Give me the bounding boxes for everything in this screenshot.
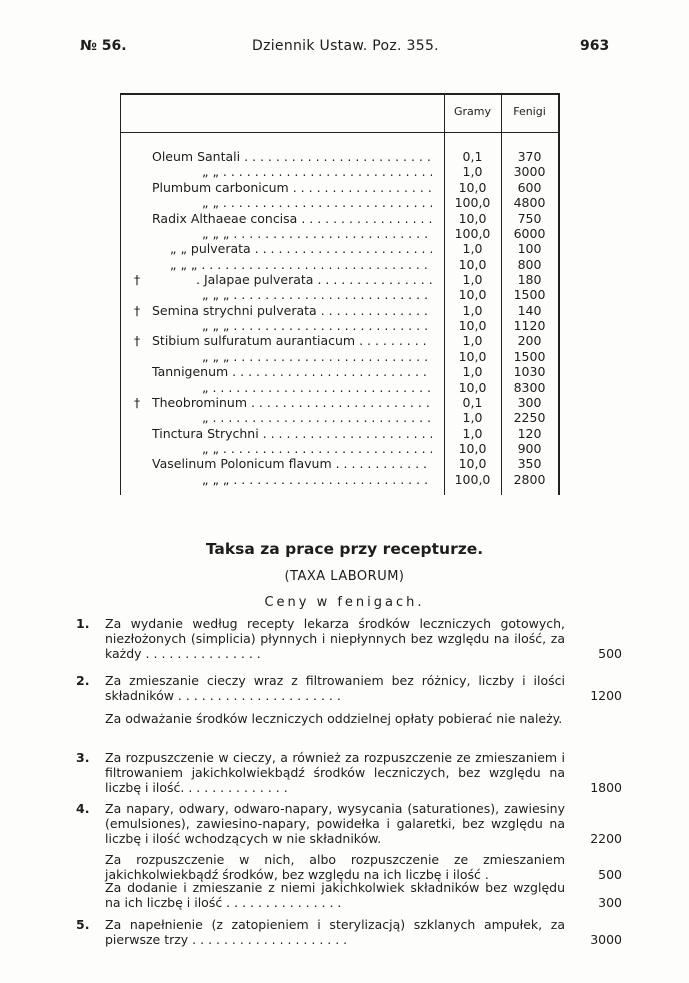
substance-name: „ „ „ . . . [202, 349, 432, 364]
fenigi-value: 2250 [513, 410, 546, 425]
fenigi-value: 140 [517, 303, 542, 318]
item-number: 1. [76, 616, 90, 631]
header-number: № 56. [80, 38, 127, 54]
table-row [120, 195, 560, 210]
grams-value: 10,0 [458, 257, 487, 272]
table-row [120, 149, 560, 164]
substance-name: „ „ „ . . . [202, 472, 432, 487]
table-row [120, 441, 560, 456]
item-text: Za napełnienie (z zatopieniem i sterylizacją) szklanych ampułek, za pierwsze trzy . . . . . . . . . . . . . . . . . . . . [105, 917, 565, 947]
grams-value: 10,0 [458, 349, 487, 364]
table-row [120, 211, 560, 226]
table-row [120, 410, 560, 425]
dagger-mark: † [133, 272, 141, 287]
grams-value: 1,0 [462, 164, 483, 179]
substance-name: „ „ pulverata . . . [170, 241, 432, 256]
grams-value: 10,0 [458, 380, 487, 395]
grams-value: 10,0 [458, 441, 487, 456]
table-row [120, 257, 560, 272]
substance-name: Tannigenum . . . [152, 364, 432, 379]
fenigi-value: 900 [517, 441, 542, 456]
table-row [120, 349, 560, 364]
fenigi-value: 1030 [513, 364, 546, 379]
grams-value: 0,1 [462, 395, 483, 410]
substance-name: Tinctura Strychni . . . [152, 426, 432, 441]
fenigi-value: 2800 [513, 472, 546, 487]
substance-name: Vaselinum Polonicum flavum . . . [152, 456, 432, 471]
item-price: 1200 [590, 688, 622, 703]
item-text: Za odważanie środków leczniczych oddzielnej opłaty pobierać nie należy. [105, 711, 563, 726]
grams-value: 100,0 [454, 226, 491, 241]
fenigi-value: 3000 [513, 164, 546, 179]
fenigi-value: 180 [517, 272, 542, 287]
fenigi-value: 300 [517, 395, 542, 410]
item-text: Za rozpuszczenie w cieczy, a również za rozpuszczenie ze zmieszaniem i filtrowaniem jakichkolwiekbądź środków leczniczych, bez względu na liczbę i ilość. . . . . . . . . . . . . . [105, 750, 565, 795]
substance-name: „ „ „ . . . [202, 318, 432, 333]
table-row [120, 456, 560, 471]
item-number: 4. [76, 801, 90, 816]
section-subtitle: (TAXA LABORUM) [284, 569, 405, 584]
substance-name: „ „ „ . . . [202, 226, 432, 241]
substance-name: Radix Althaeae concisa . . . [152, 211, 432, 226]
grams-value: 1,0 [462, 364, 483, 379]
table-row [120, 241, 560, 256]
table-row [120, 472, 560, 487]
grams-value: 1,0 [462, 426, 483, 441]
table-header-divider [120, 132, 560, 133]
dagger-mark: † [133, 303, 141, 318]
item-price: 300 [598, 895, 622, 910]
substance-name: Theobrominum . . . [152, 395, 432, 410]
header-title: Dziennik Ustaw. Poz. 355. [252, 38, 439, 54]
item-number: 3. [76, 750, 90, 765]
item-text: Za wydanie według recepty lekarza środków leczniczych gotowych, niezłożonych (simplicia) płynnych i niepłynnych bez względu na ilość, za każdy . . . . . . . . . . . . . . . [105, 616, 565, 661]
column-header-gramy: Gramy [453, 105, 491, 118]
fenigi-value: 100 [517, 241, 542, 256]
table-row [120, 426, 560, 441]
substance-name: Oleum Santali . . . [152, 149, 432, 164]
fenigi-value: 200 [517, 333, 542, 348]
grams-value: 10,0 [458, 456, 487, 471]
price-table [120, 93, 560, 495]
fenigi-value: 370 [517, 149, 542, 164]
table-row [120, 180, 560, 195]
substance-name: Stibium sulfuratum aurantiacum . . . [152, 333, 432, 348]
section-title: Taksa za prace przy recepturze. [205, 540, 484, 558]
table-row [120, 395, 560, 410]
fenigi-value: 120 [517, 426, 542, 441]
grams-value: 10,0 [458, 211, 487, 226]
item-number: 5. [76, 917, 90, 932]
item-text: Za dodanie i zmieszanie z niemi jakichkolwiek składników bez względu na ich liczbę i ilość . . . . . . . . . . . . . . . [105, 880, 565, 910]
substance-name: „ . . . [202, 410, 432, 425]
item-text: Za rozpuszczenie w nich, albo rozpuszczenie ze zmieszaniem jakichkolwiekbądź środków, bez względu na ich liczbę i ilość . [105, 852, 565, 882]
substance-name: Plumbum carbonicum . . . [152, 180, 432, 195]
grams-value: 10,0 [458, 180, 487, 195]
grams-value: 10,0 [458, 287, 487, 302]
item-price: 1800 [590, 780, 622, 795]
fenigi-value: 750 [517, 211, 542, 226]
item-number: 2. [76, 673, 90, 688]
substance-name: Semina strychni pulverata . . . [152, 303, 432, 318]
grams-value: 1,0 [462, 272, 483, 287]
fenigi-value: 8300 [513, 380, 546, 395]
grams-value: 100,0 [454, 195, 491, 210]
grams-value: 1,0 [462, 241, 483, 256]
table-row [120, 287, 560, 302]
item-price: 500 [598, 867, 622, 882]
grams-value: 1,0 [462, 333, 483, 348]
item-price: 3000 [590, 932, 622, 947]
table-row [120, 380, 560, 395]
item-price: 500 [598, 646, 622, 661]
substance-name: „ „ „ . . . [170, 257, 432, 272]
fenigi-value: 800 [517, 257, 542, 272]
fenigi-value: 4800 [513, 195, 546, 210]
grams-value: 10,0 [458, 318, 487, 333]
item-text: Za zmieszanie cieczy wraz z filtrowaniem bez różnicy, liczby i ilości składników . . . . . . . . . . . . . . . . . . . . . [105, 673, 565, 703]
table-row [120, 364, 560, 379]
grams-value: 1,0 [462, 303, 483, 318]
table-row [120, 226, 560, 241]
item-price: 2200 [590, 831, 622, 846]
substance-name: . Jalapae pulverata . . . [196, 272, 432, 287]
substance-name: „ . . . [202, 380, 432, 395]
fenigi-value: 350 [517, 456, 542, 471]
substance-name: „ „ . . . [202, 164, 432, 179]
grams-value: 1,0 [462, 410, 483, 425]
table-row [120, 333, 560, 348]
substance-name: „ „ . . . [202, 441, 432, 456]
substance-name: „ „ „ . . . [202, 287, 432, 302]
table-row [120, 303, 560, 318]
table-row [120, 272, 560, 287]
dagger-mark: † [133, 333, 141, 348]
page-number: 963 [580, 38, 610, 54]
table-row [120, 318, 560, 333]
table-top-border [120, 93, 560, 95]
fenigi-value: 1500 [513, 349, 546, 364]
fenigi-value: 6000 [513, 226, 546, 241]
dagger-mark: † [133, 395, 141, 410]
fenigi-value: 1120 [513, 318, 546, 333]
grams-value: 0,1 [462, 149, 483, 164]
table-row [120, 164, 560, 179]
item-text: Za napary, odwary, odwaro-napary, wysycania (saturationes), zawiesiny (emulsiones), zawiesino-napary, powidełka i galaretki, bez względu na liczbę i ilość wchodzących w nie składników. [105, 801, 565, 846]
column-header-fenigi: Fenigi [513, 105, 546, 118]
grams-value: 100,0 [454, 472, 491, 487]
fenigi-value: 1500 [513, 287, 546, 302]
fenigi-value: 600 [517, 180, 542, 195]
section-caption: Ceny w fenigach. [264, 595, 425, 610]
substance-name: „ „ . . . [202, 195, 432, 210]
